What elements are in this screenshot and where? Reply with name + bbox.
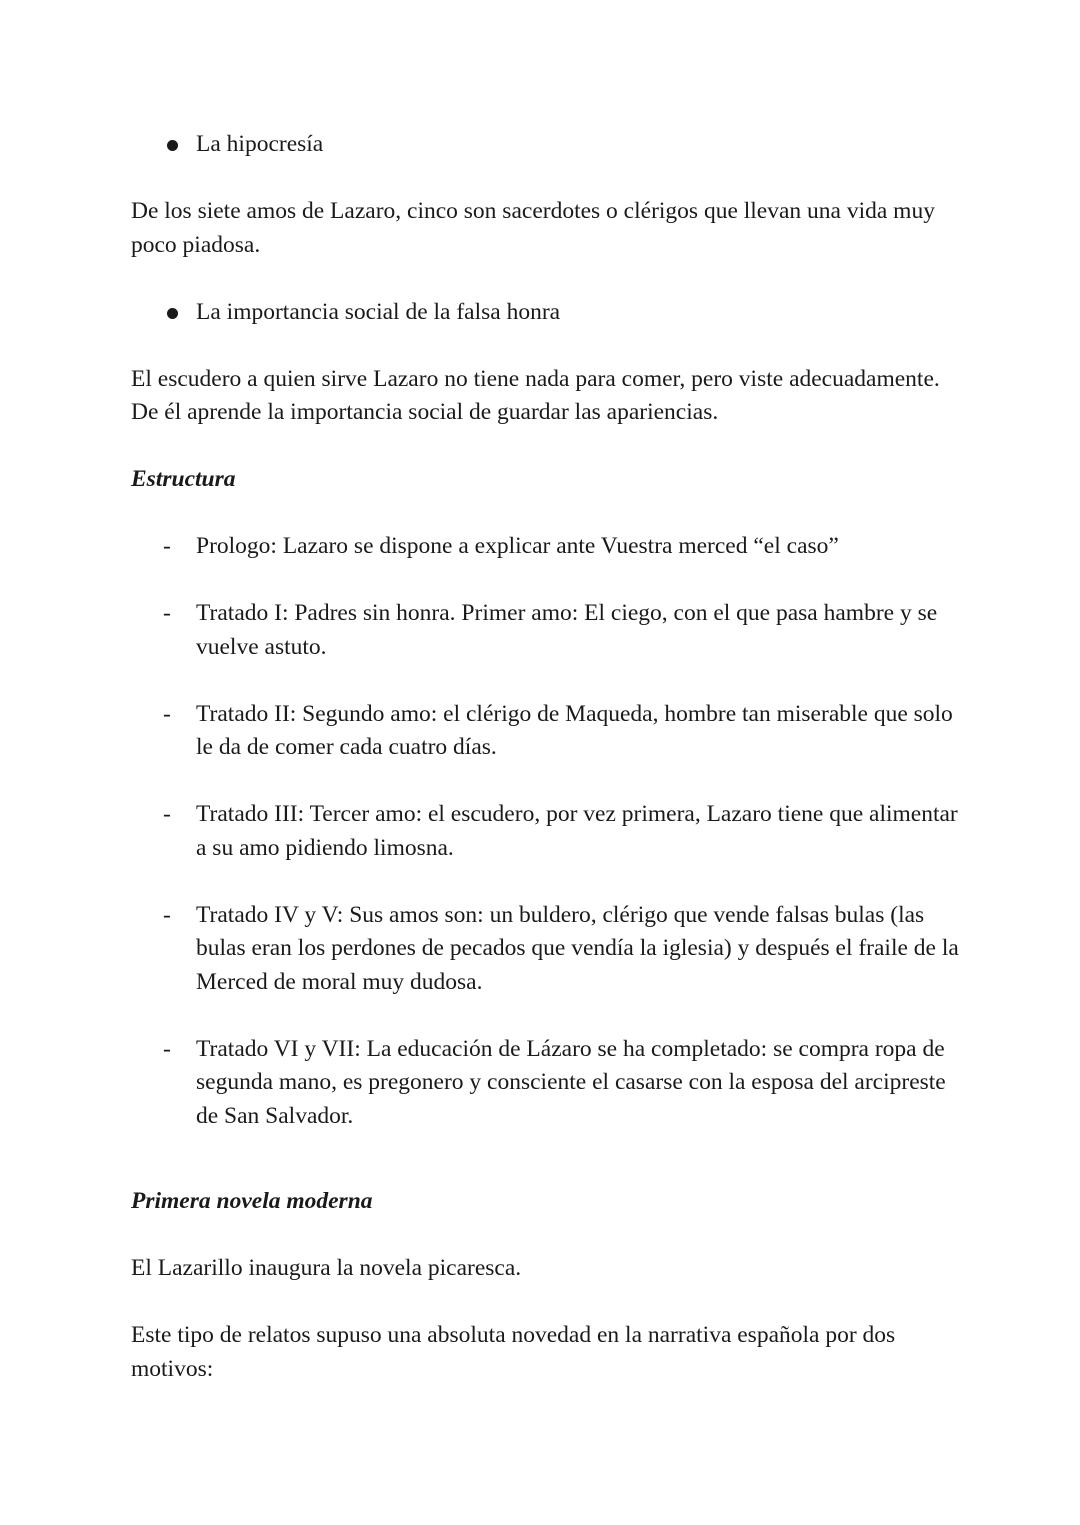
paragraph-amos: De los siete amos de Lazaro, cinco son sacerdotes o clérigos que llevan una vida muy poco piadosa. [131,198,935,258]
bullet-text: La importancia social de la falsa honra [196,298,561,325]
bullet-text: La hipocresía [196,131,324,157]
list-item-text: Tratado VI y VII: La educación de Lázaro se ha completado: se compra ropa de segunda mano, es pregonero y consciente el casarse con la esposa del arcipreste de San Salvador. [196,1035,946,1129]
section-heading-estructura: Estructura [131,466,236,492]
paragraph-novedad: Este tipo de relatos supuso una absoluta novedad en la narrativa española por dos motivos: [131,1322,896,1382]
dash-marker: - [163,901,171,928]
list-item-text: Prologo: Lazaro se dispone a explicar ante Vuestra merced “el caso” [196,533,839,559]
dash-marker: - [163,600,171,626]
paragraph-lazarillo: El Lazarillo inaugura la novela picaresca. [131,1255,522,1281]
bullet-icon [167,308,178,319]
list-item [131,597,961,664]
bullet-item-falsa-honra [131,296,961,330]
list-item-text: Tratado II: Segundo amo: el clérigo de Maqueda, hombre tan miserable que solo le da de comer cada cuatro días. [196,700,953,760]
list-item [131,899,961,1000]
list-item [131,530,961,564]
list-item [131,1033,961,1134]
paragraph-escudero: El escudero a quien sirve Lazaro no tiene nada para comer, pero viste adecuadamente. De él aprende la importancia social de guardar las apariencias. [131,365,940,425]
dash-marker: - [163,700,171,727]
dash-marker: - [163,1035,171,1062]
document-page [131,128,961,1386]
bullet-icon [167,140,178,151]
list-item-text: Tratado I: Padres sin honra. Primer amo: El ciego, con el que pasa hambre y se vuelve astuto. [196,600,938,660]
dash-marker: - [163,533,171,559]
list-item [131,698,961,765]
list-item-text: Tratado III: Tercer amo: el escudero, por vez primera, Lazaro tiene que alimentar a su amo pidiendo limosna. [196,801,958,861]
dash-marker: - [163,801,171,827]
bullet-item-hipocresia [131,128,961,162]
list-item-text: Tratado IV y V: Sus amos son: un buldero, clérigo que vende falsas bulas (las bulas eran los perdones de pecados que vendía la iglesia) y después el fraile de la Merced de moral muy dudosa. [196,901,959,995]
section-heading-primera-novela: Primera novela moderna [131,1188,373,1214]
list-item [131,798,961,865]
